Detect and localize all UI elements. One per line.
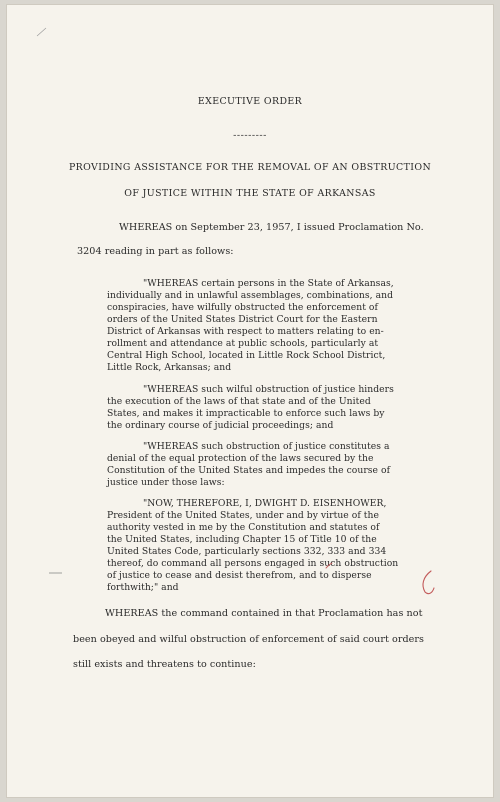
handwritten-check-mark xyxy=(417,568,441,598)
quote-2-line-3: States, and makes it impracticable to enforce such laws by xyxy=(107,408,385,419)
document-header: EXECUTIVE ORDER xyxy=(197,96,303,107)
header-separator: --------- xyxy=(233,130,267,141)
closing-line-1: WHEREAS the command contained in that Proclamation has not xyxy=(105,608,423,619)
closing-line-3: still exists and threatens to continue: xyxy=(73,659,256,670)
quote-4-line-1: "NOW, THEREFORE, I, DWIGHT D. EISENHOWER, xyxy=(143,498,387,509)
margin-dash-mark xyxy=(48,570,64,576)
quote-4-line-2: President of the United States, under and by virtue of the xyxy=(107,510,379,521)
quote-3-line-2: denial of the equal protection of the laws secured by the xyxy=(107,453,374,464)
quote-4-line-8: forthwith;" and xyxy=(107,582,179,593)
margin-pencil-mark xyxy=(34,24,50,40)
quote-2-line-4: the ordinary course of judicial proceedings; and xyxy=(107,420,334,431)
quote-1-line-2: individually and in unlawful assemblages, combinations, and xyxy=(107,290,394,301)
quote-1-line-3: conspiracies, have wilfully obstructed the enforcement of xyxy=(107,302,378,313)
quote-1-line-6: rollment and attendance at public schools, particularly at xyxy=(107,338,379,349)
title-line-1: PROVIDING ASSISTANCE FOR THE REMOVAL OF AN OBSTRUCTION xyxy=(68,162,432,173)
quote-3-line-3: Constitution of the United States and impedes the course of xyxy=(107,465,391,476)
intro-line-1: WHEREAS on September 23, 1957, I issued Proclamation No. xyxy=(119,222,424,233)
title-line-2: OF JUSTICE WITHIN THE STATE OF ARKANSAS xyxy=(124,188,376,199)
quote-2-line-1: "WHEREAS such wilful obstruction of justice hinders xyxy=(143,384,394,395)
quote-1-line-8: Little Rock, Arkansas; and xyxy=(107,362,232,373)
quote-1-line-1: "WHEREAS certain persons in the State of Arkansas, xyxy=(143,278,394,289)
closing-line-2: been obeyed and wilful obstruction of enforcement of said court orders xyxy=(73,634,424,645)
quote-1-line-7: Central High School, located in Little Rock School District, xyxy=(107,350,386,361)
quote-3-line-4: justice under those laws: xyxy=(107,477,225,488)
quote-2-line-2: the execution of the laws of that state and of the United xyxy=(107,396,371,407)
quote-4-line-5: United States Code, particularly sections 332, 333 and 334 xyxy=(107,546,387,557)
quote-1-line-5: District of Arkansas with respect to matters relating to en- xyxy=(107,326,384,337)
intro-line-2: 3204 reading in part as follows: xyxy=(77,246,234,257)
quote-3-line-1: "WHEREAS such obstruction of justice constitutes a xyxy=(143,441,390,452)
document-page xyxy=(6,4,494,798)
quote-4-line-3: authority vested in me by the Constitution and statutes of xyxy=(107,522,380,533)
handwritten-tick-mark xyxy=(324,561,334,571)
quote-4-line-6: thereof, do command all persons engaged in such obstruction xyxy=(107,558,399,569)
quote-4-line-7: of justice to cease and desist therefrom, and to disperse xyxy=(107,570,372,581)
quote-1-line-4: orders of the United States District Court for the Eastern xyxy=(107,314,378,325)
quote-4-line-4: the United States, including Chapter 15 of Title 10 of the xyxy=(107,534,377,545)
